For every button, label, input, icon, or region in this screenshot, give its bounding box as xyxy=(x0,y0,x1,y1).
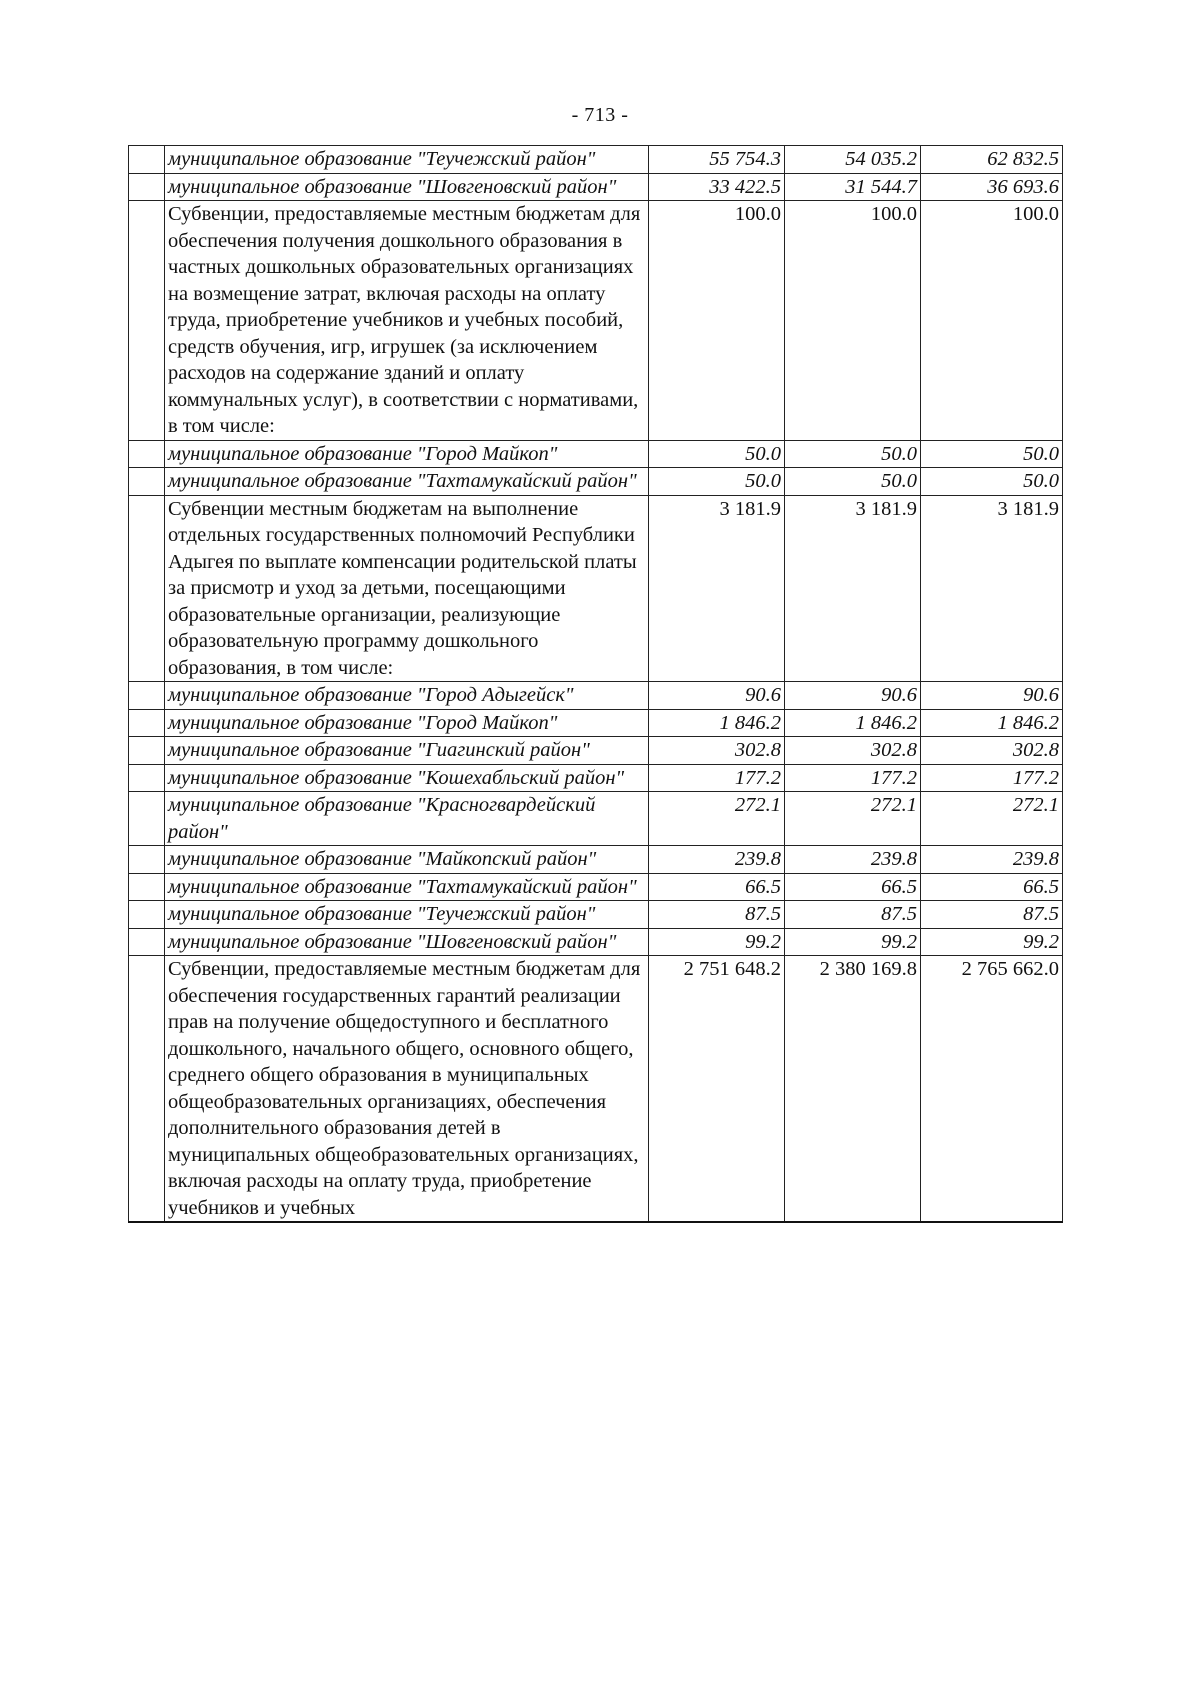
amount-year-1-cell: 100.0 xyxy=(649,201,785,441)
amount-year-3-cell: 62 832.5 xyxy=(921,146,1063,174)
amount-year-3-cell: 50.0 xyxy=(921,440,1063,468)
amount-year-1-cell: 3 181.9 xyxy=(649,495,785,682)
amount-year-1-cell: 302.8 xyxy=(649,737,785,765)
municipality-row xyxy=(129,873,1063,901)
amount-year-1-cell: 99.2 xyxy=(649,928,785,956)
row-name-cell: муниципальное образование "Майкопский район" xyxy=(165,846,649,874)
row-code-cell xyxy=(129,764,165,792)
row-code-cell xyxy=(129,928,165,956)
row-name-cell: Субвенции местным бюджетам на выполнение отдельных государственных полномочий Республики Адыгея по выплате компенсации родительской платы за присмотр и уход за детьми, посещающими образовательные организации, реализующие образовательную программу дошкольного образования, в том числе: xyxy=(165,495,649,682)
amount-year-1-cell: 50.0 xyxy=(649,468,785,496)
amount-year-3-cell: 3 181.9 xyxy=(921,495,1063,682)
municipality-row xyxy=(129,737,1063,765)
amount-year-1-cell: 272.1 xyxy=(649,792,785,846)
amount-year-1-cell: 177.2 xyxy=(649,764,785,792)
row-name-cell: муниципальное образование "Кошехабльский район" xyxy=(165,764,649,792)
row-name-cell: Субвенции, предоставляемые местным бюджетам для обеспечения получения дошкольного образования в частных дошкольных образовательных организациях на возмещение затрат, включая расходы на оплату труда, приобретение учебников и учебных пособий, средств обучения, игр, игрушек (за исключением расходов на содержание зданий и оплату коммунальных услуг), в соответствии с нормативами, в том числе: xyxy=(165,201,649,441)
row-code-cell xyxy=(129,495,165,682)
municipality-row xyxy=(129,792,1063,846)
amount-year-2-cell: 1 846.2 xyxy=(785,709,921,737)
amount-year-3-cell: 302.8 xyxy=(921,737,1063,765)
municipality-row xyxy=(129,846,1063,874)
row-code-cell xyxy=(129,873,165,901)
amount-year-3-cell: 87.5 xyxy=(921,901,1063,929)
row-code-cell xyxy=(129,201,165,441)
row-name-cell: Субвенции, предоставляемые местным бюджетам для обеспечения государственных гарантий реализации прав на получение общедоступного и бесплатного дошкольного, начального общего, основного общего, среднего общего образования в муниципальных общеобразовательных организациях, обеспечения дополнительного образования детей в муниципальных общеобразовательных организациях, включая расходы на оплату труда, приобретение учебников и учебных xyxy=(165,956,649,1223)
amount-year-1-cell: 239.8 xyxy=(649,846,785,874)
amount-year-3-cell: 100.0 xyxy=(921,201,1063,441)
row-code-cell xyxy=(129,846,165,874)
amount-year-1-cell: 55 754.3 xyxy=(649,146,785,174)
amount-year-2-cell: 3 181.9 xyxy=(785,495,921,682)
row-name-cell: муниципальное образование "Тахтамукайский район" xyxy=(165,873,649,901)
row-name-cell: муниципальное образование "Гиагинский район" xyxy=(165,737,649,765)
amount-year-1-cell: 90.6 xyxy=(649,682,785,710)
row-code-cell xyxy=(129,682,165,710)
amount-year-2-cell: 50.0 xyxy=(785,468,921,496)
subvention-row xyxy=(129,495,1063,682)
amount-year-3-cell: 272.1 xyxy=(921,792,1063,846)
municipality-row xyxy=(129,468,1063,496)
row-name-cell: муниципальное образование "Шовгеновский район" xyxy=(165,928,649,956)
amount-year-2-cell: 99.2 xyxy=(785,928,921,956)
row-name-cell: муниципальное образование "Теучежский район" xyxy=(165,146,649,174)
municipality-row xyxy=(129,146,1063,174)
municipality-row xyxy=(129,764,1063,792)
row-code-cell xyxy=(129,901,165,929)
budget-table-body xyxy=(129,146,1063,1223)
row-name-cell: муниципальное образование "Тахтамукайский район" xyxy=(165,468,649,496)
amount-year-2-cell: 272.1 xyxy=(785,792,921,846)
subvention-row xyxy=(129,956,1063,1223)
amount-year-2-cell: 2 380 169.8 xyxy=(785,956,921,1223)
row-name-cell: муниципальное образование "Красногвардейский район" xyxy=(165,792,649,846)
row-name-cell: муниципальное образование "Город Майкоп" xyxy=(165,440,649,468)
row-code-cell xyxy=(129,709,165,737)
amount-year-1-cell: 66.5 xyxy=(649,873,785,901)
amount-year-1-cell: 33 422.5 xyxy=(649,173,785,201)
amount-year-2-cell: 177.2 xyxy=(785,764,921,792)
municipality-row xyxy=(129,440,1063,468)
amount-year-2-cell: 100.0 xyxy=(785,201,921,441)
subvention-row xyxy=(129,201,1063,441)
row-name-cell: муниципальное образование "Теучежский район" xyxy=(165,901,649,929)
amount-year-2-cell: 50.0 xyxy=(785,440,921,468)
municipality-row xyxy=(129,173,1063,201)
row-code-cell xyxy=(129,173,165,201)
amount-year-2-cell: 302.8 xyxy=(785,737,921,765)
row-name-cell: муниципальное образование "Город Майкоп" xyxy=(165,709,649,737)
row-code-cell xyxy=(129,792,165,846)
page-number: - 713 - xyxy=(571,104,629,126)
row-code-cell xyxy=(129,468,165,496)
amount-year-1-cell: 1 846.2 xyxy=(649,709,785,737)
row-code-cell xyxy=(129,440,165,468)
row-name-cell: муниципальное образование "Шовгеновский район" xyxy=(165,173,649,201)
municipality-row xyxy=(129,682,1063,710)
amount-year-3-cell: 239.8 xyxy=(921,846,1063,874)
budget-table xyxy=(128,145,1063,1223)
amount-year-2-cell: 239.8 xyxy=(785,846,921,874)
row-name-cell: муниципальное образование "Город Адыгейск" xyxy=(165,682,649,710)
amount-year-3-cell: 50.0 xyxy=(921,468,1063,496)
amount-year-2-cell: 66.5 xyxy=(785,873,921,901)
municipality-row xyxy=(129,928,1063,956)
amount-year-2-cell: 31 544.7 xyxy=(785,173,921,201)
amount-year-3-cell: 2 765 662.0 xyxy=(921,956,1063,1223)
row-code-cell xyxy=(129,146,165,174)
amount-year-3-cell: 1 846.2 xyxy=(921,709,1063,737)
amount-year-3-cell: 90.6 xyxy=(921,682,1063,710)
amount-year-2-cell: 90.6 xyxy=(785,682,921,710)
row-code-cell xyxy=(129,956,165,1223)
amount-year-1-cell: 50.0 xyxy=(649,440,785,468)
amount-year-3-cell: 36 693.6 xyxy=(921,173,1063,201)
amount-year-2-cell: 54 035.2 xyxy=(785,146,921,174)
amount-year-1-cell: 2 751 648.2 xyxy=(649,956,785,1223)
municipality-row xyxy=(129,901,1063,929)
amount-year-3-cell: 177.2 xyxy=(921,764,1063,792)
amount-year-3-cell: 99.2 xyxy=(921,928,1063,956)
amount-year-3-cell: 66.5 xyxy=(921,873,1063,901)
amount-year-2-cell: 87.5 xyxy=(785,901,921,929)
row-code-cell xyxy=(129,737,165,765)
amount-year-1-cell: 87.5 xyxy=(649,901,785,929)
municipality-row xyxy=(129,709,1063,737)
